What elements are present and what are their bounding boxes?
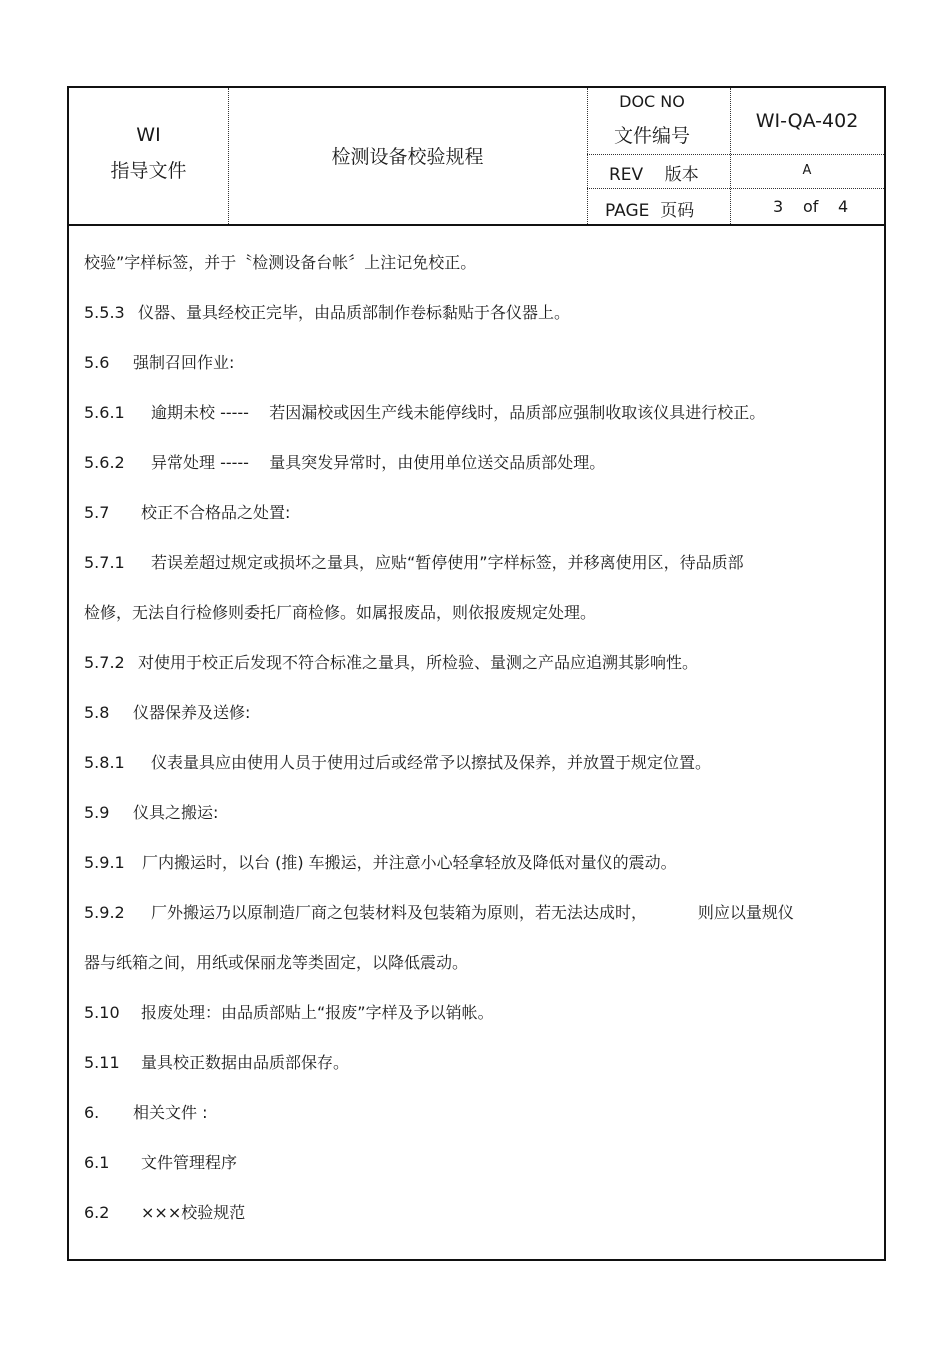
- section-number: 5.9: [84, 803, 110, 822]
- line-text: 仪器保养及送修:: [133, 703, 251, 722]
- line-text: ×××校验规范: [141, 1203, 246, 1222]
- line-text: 对使用于校正后发现不符合标准之量具，所检验、量测之产品应追溯其影响性。: [138, 653, 699, 672]
- doc-no-label-cell: [587, 88, 730, 154]
- line-text: 若误差超过规定或损坏之量具，应贴“暂停使用”字样标签，并移离使用区，待品质部: [151, 553, 744, 572]
- body-line: [84, 950, 468, 973]
- document-header: [69, 88, 884, 226]
- section-number: 5.6: [84, 353, 110, 372]
- line-text: 器与纸箱之间，用纸或保丽龙等类固定，以降低震动。: [84, 953, 469, 972]
- line-text: 厂内搬运时，以台 (推) 车搬运，并注意小心轻拿轻放及降低对量仪的震动。: [142, 853, 677, 872]
- wi-label: 指导文件: [110, 160, 187, 182]
- body-line: [84, 750, 711, 773]
- section-number: 5.8.1: [84, 753, 125, 772]
- body-line: [84, 500, 290, 523]
- body-line: [84, 350, 234, 373]
- line-text: 仪器、量具经校正完毕，由品质部制作卷标黏贴于各仪器上。: [138, 303, 571, 322]
- rev-value-cell: [730, 154, 884, 188]
- body-line: [84, 550, 744, 573]
- body-line: [84, 600, 596, 623]
- wi-code: WI: [136, 124, 161, 146]
- line-text: 检修，无法自行检修则委托厂商检修。如属报废品，则依报废规定处理。: [84, 603, 597, 622]
- line-text: 仪具之搬运:: [133, 803, 219, 822]
- section-number: 5.6.1: [84, 403, 125, 422]
- section-number: 5.7.1: [84, 553, 125, 572]
- section-number: 6.: [84, 1103, 100, 1122]
- body-line: 校验”字样标签，并于〝检测设备台帐〞上注记免校正。: [84, 253, 477, 272]
- body-line: [84, 1100, 207, 1123]
- line-text: 报废处理：由品质部贴上“报废”字样及予以销帐。: [141, 1003, 494, 1022]
- section-number: 5.8: [84, 703, 110, 722]
- rev-label: REV 版本: [609, 165, 699, 185]
- document-title: 检测设备校验规程: [331, 146, 484, 168]
- section-number: 5.6.2: [84, 453, 125, 472]
- section-number: 5.9.2: [84, 903, 125, 922]
- page-value-cell: [730, 188, 884, 224]
- line-text: 文件管理程序: [141, 1153, 238, 1172]
- section-number: 6.2: [84, 1203, 110, 1222]
- page-total: 4: [838, 197, 849, 216]
- doc-no-label-en: DOC NO: [619, 92, 685, 111]
- line-text: 量具校正数据由品质部保存。: [141, 1053, 350, 1072]
- line-text: 强制召回作业:: [133, 353, 235, 372]
- title-cell: [228, 88, 587, 224]
- doc-no-value: WI-QA-402: [755, 110, 859, 132]
- section-number: 6.1: [84, 1153, 110, 1172]
- body-line: [84, 700, 250, 723]
- section-number: 5.10: [84, 1003, 120, 1022]
- section-number: 5.7: [84, 503, 110, 522]
- rev-value: A: [802, 163, 812, 178]
- body-line: [84, 850, 677, 873]
- section-number: 5.9.1: [84, 853, 125, 872]
- page-current: 3: [773, 197, 784, 216]
- line-text: 逾期未校 ----- 若因漏校或因生产线未能停线时，品质部应强制收取该仪具进行校正。: [151, 403, 766, 422]
- rev-label-cell: [587, 154, 730, 188]
- body-line: [84, 1150, 237, 1173]
- body-line: [84, 300, 570, 323]
- body-line: [84, 400, 765, 423]
- line-text: 异常处理 ----- 量具突发异常时，由使用单位送交品质部处理。: [151, 453, 606, 472]
- doc-no-label-cn: 文件编号: [613, 125, 690, 147]
- page-label-cell: [587, 188, 730, 224]
- doc-no-value-cell: [730, 88, 884, 154]
- page-of: of: [803, 197, 819, 216]
- wi-cell: [69, 88, 228, 224]
- line-text: 厂外搬运乃以原制造厂商之包装材料及包装箱为原则，若无法达成时， 则应以量规仪: [151, 903, 794, 922]
- line-text: 校正不合格品之处置:: [141, 503, 291, 522]
- body-line: [84, 900, 794, 923]
- body-line: [84, 1200, 245, 1223]
- body-line: [84, 1050, 349, 1073]
- page-label: PAGE 页码: [605, 201, 695, 221]
- line-text: 仪表量具应由使用人员于使用过后或经常予以擦拭及保养，并放置于规定位置。: [151, 753, 712, 772]
- line-text: 相关文件 :: [133, 1103, 208, 1122]
- body-line: [84, 1000, 494, 1023]
- body-line: [84, 800, 218, 823]
- section-number: 5.7.2: [84, 653, 125, 672]
- body-line: [84, 450, 605, 473]
- body-line: [84, 650, 698, 673]
- section-number: 5.5.3: [84, 303, 125, 322]
- section-number: 5.11: [84, 1053, 120, 1072]
